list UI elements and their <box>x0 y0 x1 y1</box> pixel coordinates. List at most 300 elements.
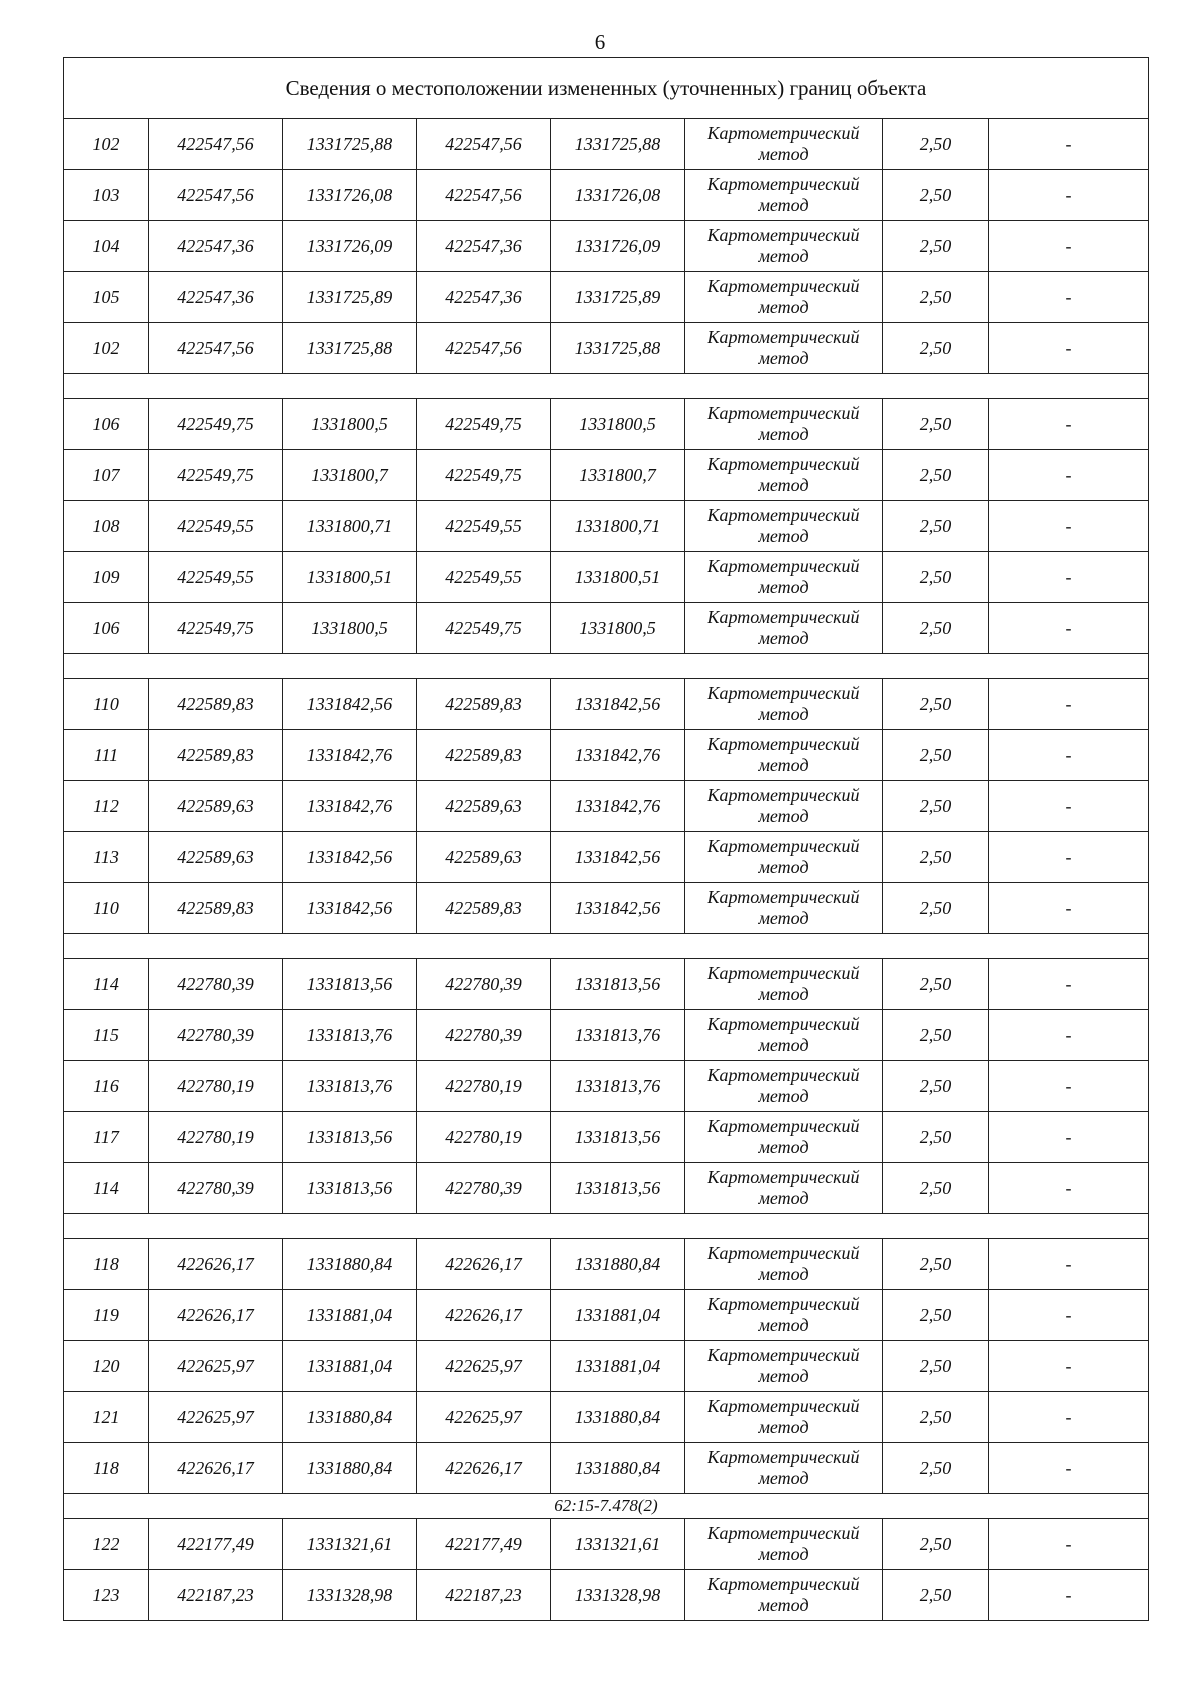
table-row <box>64 399 1149 450</box>
method-line-2: метод <box>758 297 809 317</box>
y-existing-cell: 1331725,88 <box>283 119 417 170</box>
table-row <box>64 323 1149 374</box>
precision-cell: 2,50 <box>883 679 989 730</box>
point-number-cell: 117 <box>64 1112 149 1163</box>
precision-cell: 2,50 <box>883 603 989 654</box>
y-existing-cell: 1331842,56 <box>283 832 417 883</box>
table-row <box>64 1392 1149 1443</box>
table-row <box>64 1443 1149 1494</box>
method-line-1: Картометрический <box>707 683 860 703</box>
point-number-cell: 115 <box>64 1010 149 1061</box>
table-row <box>64 221 1149 272</box>
y-existing-cell: 1331813,76 <box>283 1061 417 1112</box>
method-line-2: метод <box>758 628 809 648</box>
point-number-cell: 109 <box>64 552 149 603</box>
y-new-cell: 1331881,04 <box>551 1290 685 1341</box>
description-cell: - <box>989 1341 1149 1392</box>
method-line-1: Картометрический <box>707 505 860 525</box>
x-existing-cell: 422589,63 <box>149 832 283 883</box>
table-row <box>64 272 1149 323</box>
group-separator <box>64 934 1149 959</box>
method-cell <box>685 679 883 730</box>
method-cell <box>685 1570 883 1621</box>
x-existing-cell: 422626,17 <box>149 1443 283 1494</box>
group-separator <box>64 374 1149 399</box>
group-separator <box>64 1214 1149 1239</box>
y-existing-cell: 1331800,7 <box>283 450 417 501</box>
method-line-2: метод <box>758 1315 809 1335</box>
x-existing-cell: 422780,39 <box>149 1163 283 1214</box>
method-line-1: Картометрический <box>707 1345 860 1365</box>
method-cell <box>685 1392 883 1443</box>
method-cell <box>685 1290 883 1341</box>
method-cell <box>685 450 883 501</box>
x-new-cell: 422549,55 <box>417 552 551 603</box>
x-new-cell: 422547,36 <box>417 221 551 272</box>
precision-cell: 2,50 <box>883 501 989 552</box>
point-number-cell: 114 <box>64 959 149 1010</box>
method-line-2: метод <box>758 195 809 215</box>
method-cell <box>685 323 883 374</box>
y-new-cell: 1331800,5 <box>551 603 685 654</box>
precision-cell: 2,50 <box>883 1443 989 1494</box>
description-cell: - <box>989 781 1149 832</box>
method-line-1: Картометрический <box>707 963 860 983</box>
precision-cell: 2,50 <box>883 781 989 832</box>
description-cell: - <box>989 1519 1149 1570</box>
precision-cell: 2,50 <box>883 959 989 1010</box>
precision-cell: 2,50 <box>883 552 989 603</box>
method-line-1: Картометрический <box>707 887 860 907</box>
y-new-cell: 1331321,61 <box>551 1519 685 1570</box>
x-new-cell: 422549,75 <box>417 603 551 654</box>
precision-cell: 2,50 <box>883 1341 989 1392</box>
table-row <box>64 603 1149 654</box>
x-new-cell: 422780,39 <box>417 1010 551 1061</box>
precision-cell: 2,50 <box>883 1290 989 1341</box>
precision-cell: 2,50 <box>883 883 989 934</box>
y-new-cell: 1331800,7 <box>551 450 685 501</box>
table-row <box>64 501 1149 552</box>
y-existing-cell: 1331842,56 <box>283 679 417 730</box>
table-row <box>64 119 1149 170</box>
point-number-cell: 123 <box>64 1570 149 1621</box>
y-new-cell: 1331800,5 <box>551 399 685 450</box>
x-new-cell: 422626,17 <box>417 1239 551 1290</box>
y-new-cell: 1331725,88 <box>551 323 685 374</box>
parcel-label-row <box>64 1494 1149 1519</box>
method-line-1: Картометрический <box>707 1167 860 1187</box>
x-new-cell: 422625,97 <box>417 1341 551 1392</box>
y-existing-cell: 1331800,5 <box>283 603 417 654</box>
precision-cell: 2,50 <box>883 170 989 221</box>
point-number-cell: 120 <box>64 1341 149 1392</box>
method-line-1: Картометрический <box>707 836 860 856</box>
method-line-2: метод <box>758 577 809 597</box>
point-number-cell: 105 <box>64 272 149 323</box>
precision-cell: 2,50 <box>883 1519 989 1570</box>
method-line-2: метод <box>758 246 809 266</box>
method-cell <box>685 221 883 272</box>
y-existing-cell: 1331800,5 <box>283 399 417 450</box>
y-new-cell: 1331881,04 <box>551 1341 685 1392</box>
point-number-cell: 111 <box>64 730 149 781</box>
x-existing-cell: 422547,56 <box>149 170 283 221</box>
y-existing-cell: 1331842,76 <box>283 730 417 781</box>
point-number-cell: 121 <box>64 1392 149 1443</box>
y-existing-cell: 1331881,04 <box>283 1341 417 1392</box>
x-new-cell: 422626,17 <box>417 1443 551 1494</box>
description-cell: - <box>989 119 1149 170</box>
method-line-1: Картометрический <box>707 1396 860 1416</box>
table-row <box>64 450 1149 501</box>
x-new-cell: 422780,39 <box>417 1163 551 1214</box>
precision-cell: 2,50 <box>883 1112 989 1163</box>
y-new-cell: 1331880,84 <box>551 1443 685 1494</box>
method-line-1: Картометрический <box>707 174 860 194</box>
method-line-1: Картометрический <box>707 1523 860 1543</box>
y-existing-cell: 1331880,84 <box>283 1239 417 1290</box>
table-row <box>64 832 1149 883</box>
method-cell <box>685 501 883 552</box>
x-new-cell: 422589,83 <box>417 730 551 781</box>
table-row <box>64 170 1149 221</box>
y-new-cell: 1331842,76 <box>551 730 685 781</box>
method-cell <box>685 603 883 654</box>
group-separator-row <box>64 654 1149 679</box>
description-cell: - <box>989 450 1149 501</box>
method-line-1: Картометрический <box>707 454 860 474</box>
method-line-1: Картометрический <box>707 1243 860 1263</box>
method-line-2: метод <box>758 144 809 164</box>
precision-cell: 2,50 <box>883 1239 989 1290</box>
y-new-cell: 1331880,84 <box>551 1392 685 1443</box>
method-cell <box>685 399 883 450</box>
method-line-1: Картометрический <box>707 1065 860 1085</box>
point-number-cell: 106 <box>64 603 149 654</box>
method-line-1: Картометрический <box>707 276 860 296</box>
table-row <box>64 1570 1149 1621</box>
y-new-cell: 1331813,76 <box>551 1010 685 1061</box>
method-line-1: Картометрический <box>707 785 860 805</box>
description-cell: - <box>989 1061 1149 1112</box>
x-new-cell: 422549,55 <box>417 501 551 552</box>
description-cell: - <box>989 603 1149 654</box>
description-cell: - <box>989 1112 1149 1163</box>
description-cell: - <box>989 323 1149 374</box>
y-new-cell: 1331813,56 <box>551 1163 685 1214</box>
method-line-2: метод <box>758 1086 809 1106</box>
y-existing-cell: 1331725,88 <box>283 323 417 374</box>
x-existing-cell: 422780,39 <box>149 1010 283 1061</box>
group-separator-row <box>64 934 1149 959</box>
method-cell <box>685 1010 883 1061</box>
x-new-cell: 422177,49 <box>417 1519 551 1570</box>
y-existing-cell: 1331321,61 <box>283 1519 417 1570</box>
method-line-1: Картометрический <box>707 1014 860 1034</box>
x-existing-cell: 422549,75 <box>149 450 283 501</box>
method-cell <box>685 1061 883 1112</box>
y-existing-cell: 1331800,71 <box>283 501 417 552</box>
table-row <box>64 1290 1149 1341</box>
table-row <box>64 1010 1149 1061</box>
y-new-cell: 1331726,08 <box>551 170 685 221</box>
description-cell: - <box>989 832 1149 883</box>
y-existing-cell: 1331880,84 <box>283 1443 417 1494</box>
description-cell: - <box>989 1570 1149 1621</box>
y-existing-cell: 1331725,89 <box>283 272 417 323</box>
y-new-cell: 1331813,56 <box>551 1112 685 1163</box>
method-line-1: Картометрический <box>707 607 860 627</box>
y-existing-cell: 1331813,56 <box>283 959 417 1010</box>
y-new-cell: 1331725,88 <box>551 119 685 170</box>
method-cell <box>685 272 883 323</box>
x-existing-cell: 422589,63 <box>149 781 283 832</box>
method-line-2: метод <box>758 1417 809 1437</box>
point-number-cell: 122 <box>64 1519 149 1570</box>
method-line-1: Картометрический <box>707 1294 860 1314</box>
x-existing-cell: 422177,49 <box>149 1519 283 1570</box>
table-row <box>64 730 1149 781</box>
x-existing-cell: 422549,75 <box>149 399 283 450</box>
description-cell: - <box>989 221 1149 272</box>
x-existing-cell: 422626,17 <box>149 1239 283 1290</box>
y-new-cell: 1331725,89 <box>551 272 685 323</box>
x-new-cell: 422549,75 <box>417 450 551 501</box>
point-number-cell: 113 <box>64 832 149 883</box>
y-existing-cell: 1331842,56 <box>283 883 417 934</box>
method-line-1: Картометрический <box>707 1116 860 1136</box>
table-row <box>64 1519 1149 1570</box>
method-line-2: метод <box>758 1468 809 1488</box>
x-existing-cell: 422547,56 <box>149 323 283 374</box>
description-cell: - <box>989 170 1149 221</box>
description-cell: - <box>989 959 1149 1010</box>
y-new-cell: 1331842,56 <box>551 883 685 934</box>
point-number-cell: 110 <box>64 883 149 934</box>
point-number-cell: 118 <box>64 1239 149 1290</box>
precision-cell: 2,50 <box>883 730 989 781</box>
method-line-1: Картометрический <box>707 403 860 423</box>
precision-cell: 2,50 <box>883 450 989 501</box>
method-line-2: метод <box>758 984 809 1004</box>
x-new-cell: 422547,56 <box>417 323 551 374</box>
y-new-cell: 1331328,98 <box>551 1570 685 1621</box>
table-row <box>64 679 1149 730</box>
method-cell <box>685 1163 883 1214</box>
x-new-cell: 422625,97 <box>417 1392 551 1443</box>
precision-cell: 2,50 <box>883 1163 989 1214</box>
method-line-2: метод <box>758 1366 809 1386</box>
x-existing-cell: 422549,55 <box>149 501 283 552</box>
x-existing-cell: 422589,83 <box>149 679 283 730</box>
method-line-2: метод <box>758 1188 809 1208</box>
method-line-1: Картометрический <box>707 327 860 347</box>
method-line-1: Картометрический <box>707 1447 860 1467</box>
x-new-cell: 422547,56 <box>417 170 551 221</box>
method-cell <box>685 552 883 603</box>
method-line-2: метод <box>758 424 809 444</box>
y-existing-cell: 1331880,84 <box>283 1392 417 1443</box>
y-new-cell: 1331800,71 <box>551 501 685 552</box>
method-line-2: метод <box>758 348 809 368</box>
table-title: Сведения о местоположении измененных (уточненных) границ объекта <box>64 58 1149 119</box>
x-new-cell: 422547,56 <box>417 119 551 170</box>
description-cell: - <box>989 730 1149 781</box>
method-cell <box>685 832 883 883</box>
y-new-cell: 1331842,56 <box>551 679 685 730</box>
y-existing-cell: 1331813,56 <box>283 1163 417 1214</box>
x-existing-cell: 422625,97 <box>149 1341 283 1392</box>
x-existing-cell: 422589,83 <box>149 883 283 934</box>
method-line-2: метод <box>758 857 809 877</box>
y-existing-cell: 1331726,09 <box>283 221 417 272</box>
method-line-1: Картометрический <box>707 734 860 754</box>
table-row <box>64 1163 1149 1214</box>
description-cell: - <box>989 552 1149 603</box>
x-new-cell: 422589,83 <box>417 679 551 730</box>
point-number-cell: 112 <box>64 781 149 832</box>
y-existing-cell: 1331800,51 <box>283 552 417 603</box>
point-number-cell: 102 <box>64 119 149 170</box>
table-row <box>64 883 1149 934</box>
method-line-2: метод <box>758 1137 809 1157</box>
method-line-2: метод <box>758 806 809 826</box>
method-line-2: метод <box>758 1264 809 1284</box>
x-new-cell: 422547,36 <box>417 272 551 323</box>
x-new-cell: 422780,19 <box>417 1112 551 1163</box>
y-new-cell: 1331813,56 <box>551 959 685 1010</box>
point-number-cell: 104 <box>64 221 149 272</box>
method-line-2: метод <box>758 475 809 495</box>
group-separator-row <box>64 1214 1149 1239</box>
point-number-cell: 107 <box>64 450 149 501</box>
method-cell <box>685 883 883 934</box>
point-number-cell: 102 <box>64 323 149 374</box>
method-line-2: метод <box>758 908 809 928</box>
precision-cell: 2,50 <box>883 1061 989 1112</box>
y-new-cell: 1331842,56 <box>551 832 685 883</box>
description-cell: - <box>989 1443 1149 1494</box>
precision-cell: 2,50 <box>883 399 989 450</box>
x-new-cell: 422187,23 <box>417 1570 551 1621</box>
method-line-1: Картометрический <box>707 225 860 245</box>
precision-cell: 2,50 <box>883 323 989 374</box>
method-cell <box>685 730 883 781</box>
y-existing-cell: 1331813,76 <box>283 1010 417 1061</box>
point-number-cell: 108 <box>64 501 149 552</box>
x-new-cell: 422780,39 <box>417 959 551 1010</box>
y-existing-cell: 1331328,98 <box>283 1570 417 1621</box>
method-line-1: Картометрический <box>707 123 860 143</box>
description-cell: - <box>989 679 1149 730</box>
x-new-cell: 422589,63 <box>417 832 551 883</box>
x-existing-cell: 422625,97 <box>149 1392 283 1443</box>
point-number-cell: 106 <box>64 399 149 450</box>
y-new-cell: 1331813,76 <box>551 1061 685 1112</box>
precision-cell: 2,50 <box>883 1570 989 1621</box>
method-cell <box>685 781 883 832</box>
table-row <box>64 552 1149 603</box>
x-existing-cell: 422187,23 <box>149 1570 283 1621</box>
point-number-cell: 114 <box>64 1163 149 1214</box>
point-number-cell: 110 <box>64 679 149 730</box>
x-existing-cell: 422780,19 <box>149 1112 283 1163</box>
group-separator-row <box>64 374 1149 399</box>
x-new-cell: 422549,75 <box>417 399 551 450</box>
precision-cell: 2,50 <box>883 1010 989 1061</box>
group-separator <box>64 654 1149 679</box>
y-new-cell: 1331726,09 <box>551 221 685 272</box>
x-existing-cell: 422547,56 <box>149 119 283 170</box>
x-existing-cell: 422549,75 <box>149 603 283 654</box>
y-existing-cell: 1331842,76 <box>283 781 417 832</box>
method-cell <box>685 1443 883 1494</box>
y-existing-cell: 1331726,08 <box>283 170 417 221</box>
table-row <box>64 781 1149 832</box>
precision-cell: 2,50 <box>883 1392 989 1443</box>
precision-cell: 2,50 <box>883 221 989 272</box>
description-cell: - <box>989 1010 1149 1061</box>
x-new-cell: 422589,83 <box>417 883 551 934</box>
x-new-cell: 422626,17 <box>417 1290 551 1341</box>
method-line-2: метод <box>758 1595 809 1615</box>
description-cell: - <box>989 883 1149 934</box>
method-cell <box>685 1519 883 1570</box>
y-existing-cell: 1331813,56 <box>283 1112 417 1163</box>
method-cell <box>685 1239 883 1290</box>
x-new-cell: 422589,63 <box>417 781 551 832</box>
point-number-cell: 118 <box>64 1443 149 1494</box>
table-row <box>64 959 1149 1010</box>
description-cell: - <box>989 399 1149 450</box>
method-line-1: Картометрический <box>707 556 860 576</box>
x-existing-cell: 422780,19 <box>149 1061 283 1112</box>
description-cell: - <box>989 272 1149 323</box>
method-line-2: метод <box>758 755 809 775</box>
y-existing-cell: 1331881,04 <box>283 1290 417 1341</box>
boundary-coordinates-table <box>63 57 1149 1621</box>
method-line-2: метод <box>758 1544 809 1564</box>
method-cell <box>685 1341 883 1392</box>
x-existing-cell: 422626,17 <box>149 1290 283 1341</box>
method-line-2: метод <box>758 704 809 724</box>
y-new-cell: 1331842,76 <box>551 781 685 832</box>
description-cell: - <box>989 1163 1149 1214</box>
precision-cell: 2,50 <box>883 272 989 323</box>
x-existing-cell: 422547,36 <box>149 221 283 272</box>
x-existing-cell: 422780,39 <box>149 959 283 1010</box>
table-row <box>64 1112 1149 1163</box>
x-new-cell: 422780,19 <box>417 1061 551 1112</box>
description-cell: - <box>989 1290 1149 1341</box>
parcel-label: 62:15-7.478(2) <box>64 1494 1149 1519</box>
method-line-2: метод <box>758 1035 809 1055</box>
precision-cell: 2,50 <box>883 119 989 170</box>
page-number: 6 <box>594 30 606 54</box>
x-existing-cell: 422547,36 <box>149 272 283 323</box>
x-existing-cell: 422549,55 <box>149 552 283 603</box>
method-line-1: Картометрический <box>707 1574 860 1594</box>
y-new-cell: 1331800,51 <box>551 552 685 603</box>
y-new-cell: 1331880,84 <box>551 1239 685 1290</box>
method-cell <box>685 1112 883 1163</box>
method-cell <box>685 170 883 221</box>
description-cell: - <box>989 1239 1149 1290</box>
table-row <box>64 1239 1149 1290</box>
method-cell <box>685 959 883 1010</box>
table-row <box>64 1341 1149 1392</box>
